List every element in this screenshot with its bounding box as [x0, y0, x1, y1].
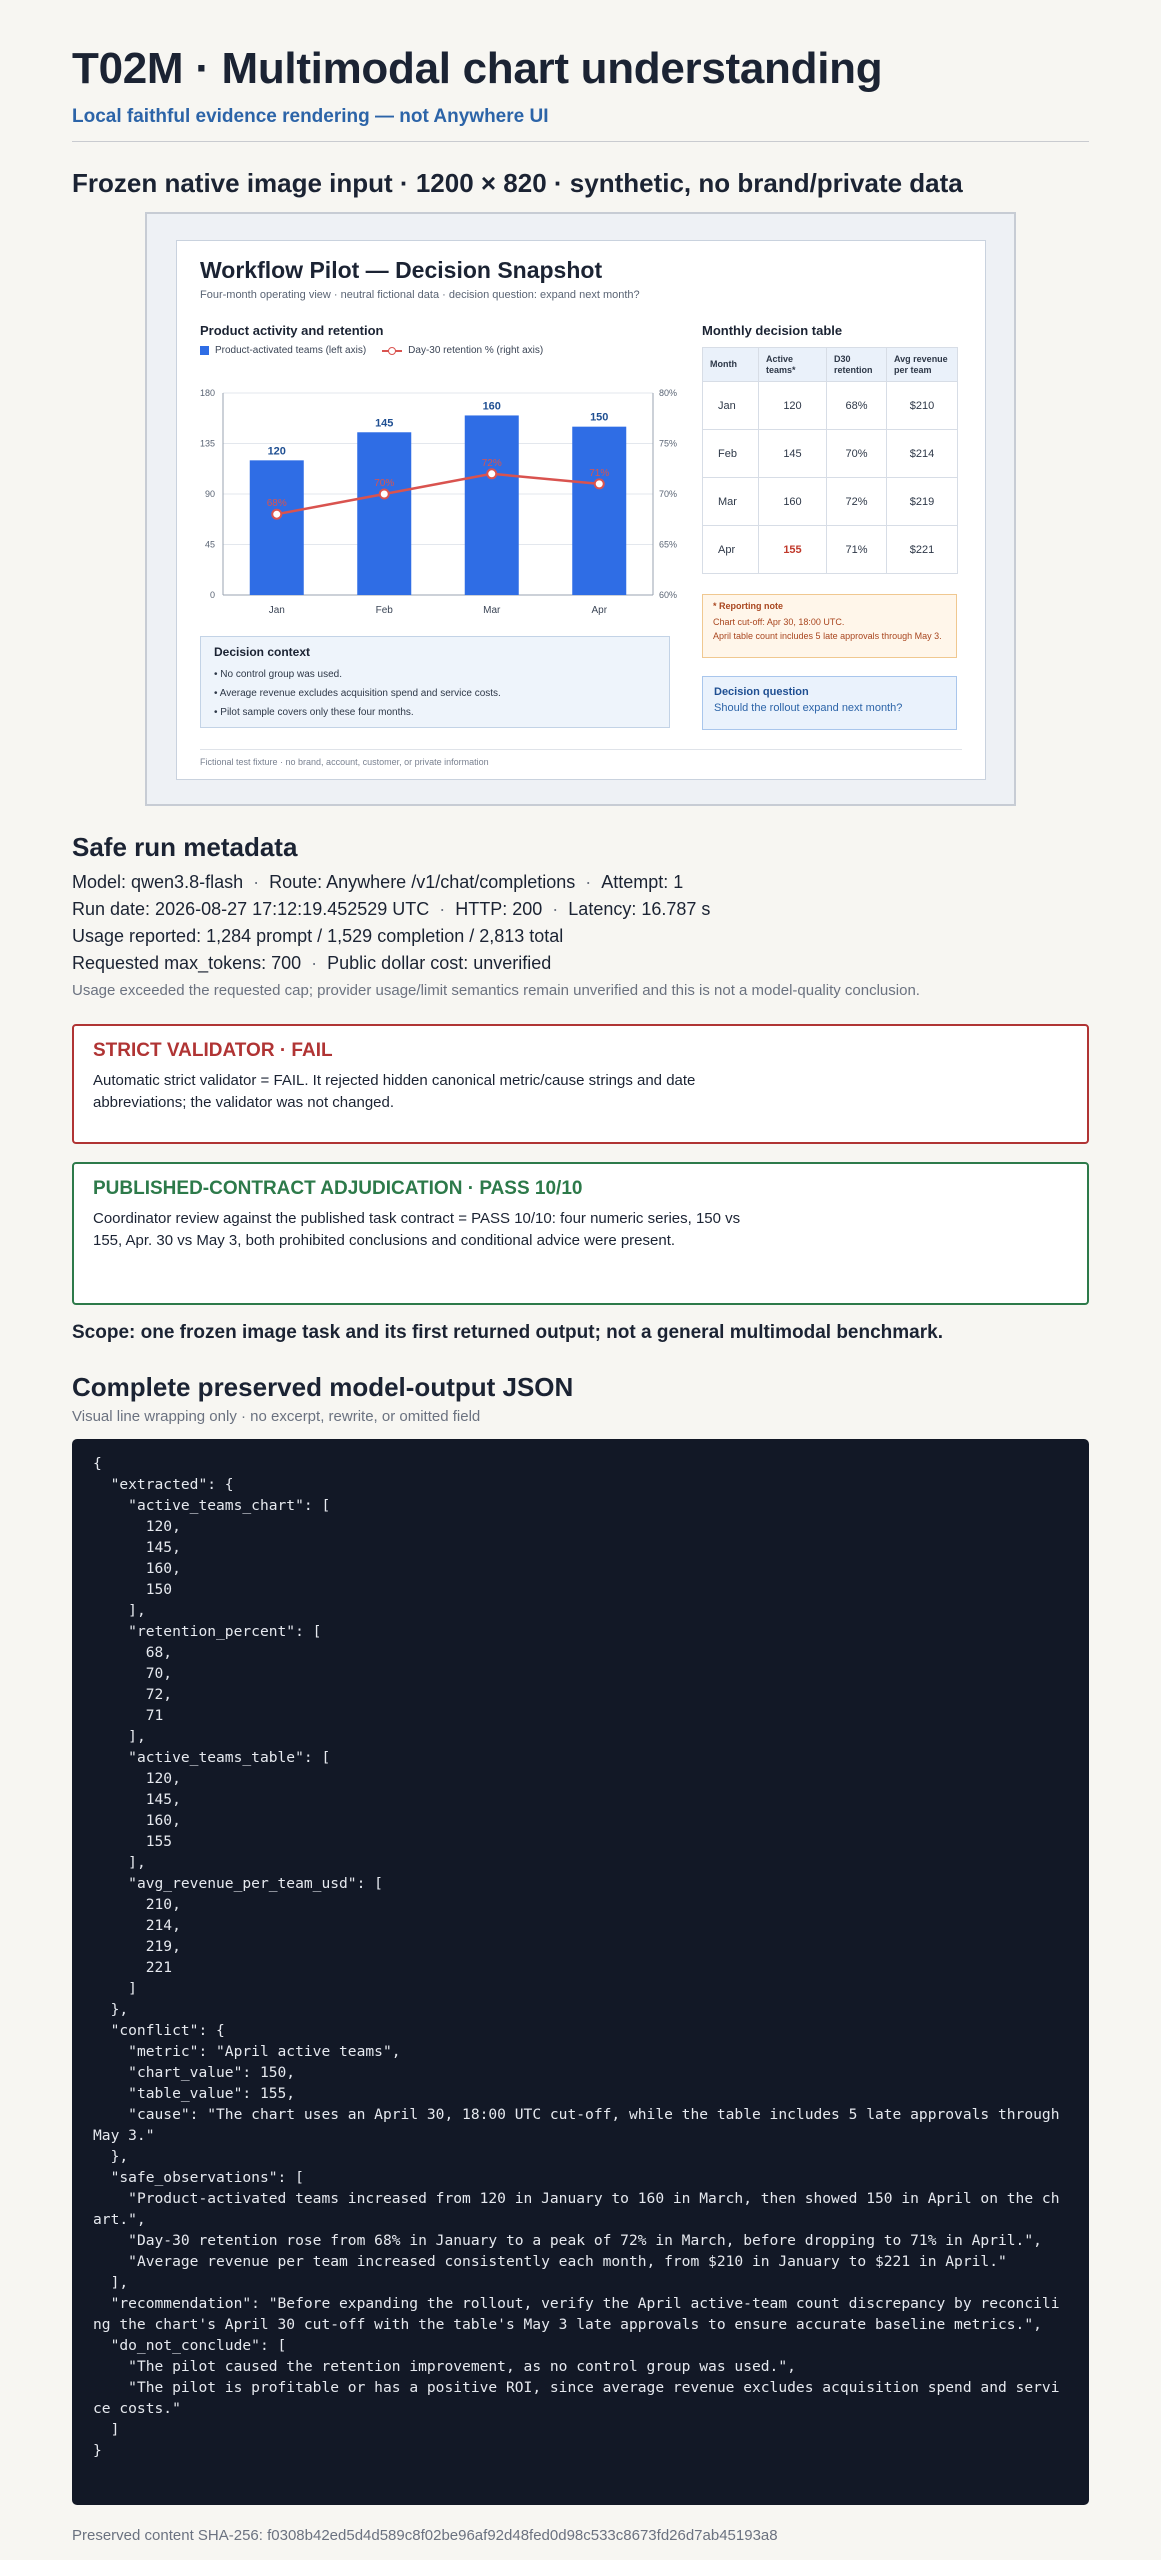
table-header-row	[703, 348, 958, 382]
frozen-input-heading: Frozen native image input · 1200 × 820 · synthetic, no brand/private data	[72, 168, 963, 198]
x-axis-tick-label: Feb	[375, 605, 393, 616]
decision-snapshot-card	[176, 240, 986, 780]
snapshot-subtitle: Four-month operating view · neutral fictional data · decision question: expand next month?	[200, 289, 640, 301]
legend-line-swatch	[382, 346, 402, 356]
right-axis-tick-label: 60%	[659, 590, 678, 600]
snapshot-footer-divider	[200, 749, 962, 750]
table-cell: Feb	[703, 430, 759, 478]
retention-point	[380, 490, 389, 499]
table-cell: 120	[759, 382, 827, 430]
retention-point	[272, 510, 281, 519]
table-cell: 70%	[827, 430, 887, 478]
reporting-note-title: * Reporting note	[713, 601, 783, 611]
snapshot-footer: Fictional test fixture · no brand, account, customer, or private information	[200, 757, 489, 767]
decision-context-item: • Average revenue excludes acquisition spend and service costs.	[214, 688, 501, 699]
x-axis-tick-label: Apr	[591, 605, 608, 616]
metadata-usage: Usage reported: 1,284 prompt / 1,529 completion / 2,813 total	[72, 926, 564, 946]
x-axis-tick-label: Mar	[483, 605, 501, 616]
retention-data-label: 71%	[589, 467, 610, 479]
json-code: { "extracted": { "active_teams_chart": [ 120, 145, 160, 150 ], "retention_percent": [ 68, 70, 72, 71 ], "active_teams_table": [ 120, 145, 160, 155 ], "avg_revenue_per_team_usd": [ 210, 214, 219, 221 ] }, "conflict": { "metric": "April active teams", "chart_value": 150, "table_value": 155, "cause": "The chart uses an April 30, 18:00 UTC cut-off, while the table includes 5 late approvals through May 3." }, "safe_observations": [ "Product-activated teams increased from 120 in January to 160 in March, then showed 150 in April on the chart.", "Day-30 retention rose from 68% in January to a peak of 72% in March, before dropping to 71% in April.", "Average revenue per team increased consistently each month, from $210 in January to $221 in April." ], "recommendation": "Before expanding the rollout, verify the April active-team count discrepancy by reconciling the chart's April 30 cut-off with the table's May 3 late approvals to ensure accurate baseline metrics.", "do_not_conclude": [ "The pilot caused the retention improvement, as no control group was used.", "The pilot is profitable or has a positive ROI, since average revenue excludes acquisition spend and service costs." ] }	[93, 1455, 1060, 2459]
bar	[357, 432, 411, 595]
metadata-http: HTTP: 200	[455, 899, 543, 919]
retention-data-label: 70%	[374, 478, 395, 489]
flagged-active-teams-cell: 155	[759, 526, 827, 574]
retention-data-label: 68%	[266, 498, 287, 510]
header-divider	[72, 141, 1089, 142]
metadata-latency: Latency: 16.787 s	[568, 899, 711, 919]
page-title: T02M · Multimodal chart understanding	[72, 44, 883, 93]
bar-data-label: 150	[590, 411, 609, 424]
table-cell: $219	[887, 478, 958, 526]
bar	[465, 415, 519, 595]
table-cell: $210	[887, 382, 958, 430]
table-row	[703, 526, 958, 574]
col-month: Month	[703, 348, 759, 382]
chart-heading: Product activity and retention	[200, 323, 384, 338]
legend-line-label: Day-30 retention % (right axis)	[408, 345, 544, 356]
adjudication-box	[72, 1162, 1089, 1305]
table-cell: Apr	[703, 526, 759, 574]
chart-legend	[200, 345, 543, 356]
left-axis-tick-label: 180	[199, 388, 215, 398]
activity-retention-chart	[177, 371, 687, 616]
right-axis-tick-label: 80%	[659, 388, 678, 398]
col-avg-revenue: Avg revenue per team	[887, 348, 958, 382]
decision-question-text: Should the rollout expand next month?	[714, 702, 903, 714]
metadata-run-date: Run date: 2026-08-27 17:12:19.452529 UTC	[72, 899, 430, 919]
table-heading: Monthly decision table	[702, 323, 843, 338]
content-sha: Preserved content SHA-256: f0308b42ed5d4d589c8f02be96af92d48fed0d98c533c8673fd26d7ab45193a8	[72, 2527, 778, 2544]
bar-data-label: 120	[267, 445, 286, 458]
strict-validator-box	[72, 1024, 1089, 1144]
bar	[572, 427, 626, 595]
decision-question-title: Decision question	[714, 686, 809, 698]
metadata-line-run: Run date: 2026-08-27 17:12:19.452529 UTC · HTTP: 200 · Latency: 16.787 s	[72, 899, 711, 919]
bar	[250, 460, 304, 595]
metadata-heading: Safe run metadata	[72, 832, 298, 862]
table-cell: $214	[887, 430, 958, 478]
scope-statement: Scope: one frozen image task and its first returned output; not a general multimodal benchmark.	[72, 1322, 943, 1343]
legend-bar-label: Product-activated teams (left axis)	[215, 345, 367, 356]
adjudication-text: Coordinator review against the published task contract = PASS 10/10: four numeric series, 150 vs 155, Apr. 30 vs May 3, both prohibited conclusions and conditional advice were present.	[93, 1210, 741, 1249]
table-cell: 71%	[827, 526, 887, 574]
left-axis-tick-label: 135	[199, 438, 215, 449]
strict-validator-text: Automatic strict validator = FAIL. It rejected hidden canonical metric/cause strings and date abbreviations; the validator was not changed.	[93, 1072, 696, 1111]
table-cell: 68%	[827, 382, 887, 430]
metadata-line-limits: Requested max_tokens: 700 · Public dollar cost: unverified	[72, 953, 552, 973]
retention-point	[595, 479, 604, 488]
page-subtitle: Local faithful evidence rendering — not Anywhere UI	[72, 106, 549, 127]
metadata-note: Usage exceeded the requested cap; provider usage/limit semantics remain unverified and this is not a model-quality conclusion.	[72, 982, 920, 999]
right-axis-tick-label: 75%	[659, 438, 678, 449]
frozen-image-frame	[145, 212, 1016, 806]
table-cell: 160	[759, 478, 827, 526]
table-cell: $221	[887, 526, 958, 574]
col-active-teams: Active teams*	[759, 348, 827, 382]
left-axis-tick-label: 90	[204, 489, 215, 499]
table-cell: Mar	[703, 478, 759, 526]
metadata-route: Route: Anywhere /v1/chat/completions	[269, 872, 576, 892]
json-heading: Complete preserved model-output JSON	[72, 1372, 574, 1402]
reporting-note-line: Chart cut-off: Apr 30, 18:00 UTC.	[713, 617, 845, 627]
left-axis-tick-label: 45	[204, 539, 215, 550]
strict-validator-title: STRICT VALIDATOR · FAIL	[93, 1040, 333, 1061]
table-cell: 72%	[827, 478, 887, 526]
table-row	[703, 478, 958, 526]
metadata-cost: Public dollar cost: unverified	[327, 953, 552, 973]
table-row	[703, 430, 958, 478]
retention-point	[487, 469, 496, 478]
col-d30-retention: D30 retention	[827, 348, 887, 382]
json-code-block	[72, 1439, 1089, 2505]
reporting-note	[702, 594, 957, 658]
table-cell: 145	[759, 430, 827, 478]
x-axis-tick-label: Jan	[268, 605, 285, 616]
right-axis-tick-label: 65%	[659, 539, 678, 550]
table-cell: Jan	[703, 382, 759, 430]
left-axis-tick-label: 0	[209, 590, 215, 600]
decision-question-box	[702, 676, 957, 730]
metadata-model: Model: qwen3.8-flash	[72, 872, 244, 892]
snapshot-title: Workflow Pilot — Decision Snapshot	[200, 257, 603, 283]
decision-context-box	[200, 636, 670, 728]
bar-data-label: 160	[482, 400, 501, 413]
adjudication-title: PUBLISHED-CONTRACT ADJUDICATION · PASS 10/10	[93, 1178, 583, 1199]
retention-data-label: 72%	[481, 457, 502, 469]
json-subtitle: Visual line wrapping only · no excerpt, rewrite, or omitted field	[72, 1408, 481, 1425]
table-row	[703, 382, 958, 430]
reporting-note-line: April table count includes 5 late approvals through May 3.	[713, 631, 942, 641]
monthly-decision-table	[702, 347, 958, 574]
right-axis-tick-label: 70%	[659, 489, 678, 499]
metadata-attempt: Attempt: 1	[601, 872, 684, 892]
decision-context-item: • Pilot sample covers only these four months.	[214, 707, 414, 718]
decision-context-item: • No control group was used.	[214, 669, 343, 680]
metadata-max-tokens: Requested max_tokens: 700	[72, 953, 302, 973]
bar-data-label: 145	[375, 417, 394, 430]
legend-bar-swatch	[200, 346, 209, 355]
metadata-line-model: Model: qwen3.8-flash · Route: Anywhere /v1/chat/completions · Attempt: 1	[72, 872, 684, 892]
decision-context-title: Decision context	[214, 645, 311, 659]
